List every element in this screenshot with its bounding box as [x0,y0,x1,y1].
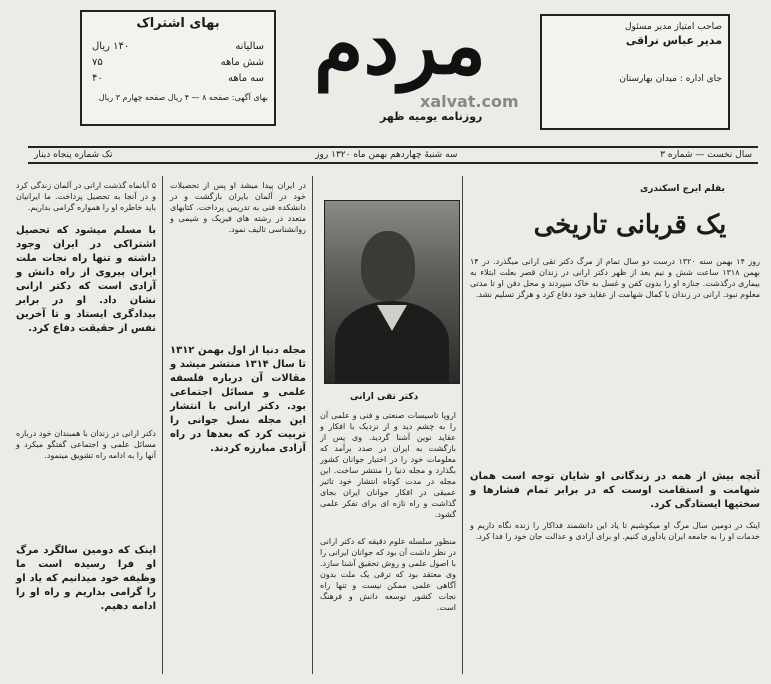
article-bold-text: اینک که دومین سالگرد مرگ او فرا رسیده است ما وظیفه خود میدانیم که یاد او را گرامی بداریم و راه او را ادامه دهیم. [16,545,156,612]
issue-number: سال نخست — شماره ۳ [660,150,752,160]
issue-date: سه شنبهٔ چهاردهم بهمن ماه ۱۳۲۰ روز [315,150,458,160]
article-bold-text: با مسلم میشود که تحصیل اشتراکی در ایران وجود داشته و تنها راه نجات ملت ایران پیروی از راه دانش و آزادی است که دکتر ارانی نشان داد. او در برابر بیدادگری ایستاد و تا آخرین نفس از حقیقت دفاع کرد. [16,225,156,334]
watermark: xalvat.com [420,92,519,111]
article-text: در ایران پیدا میشد او پس از تحصیلات خود در آلمان بایران بازگشت و در دانشکده فنی به تدریس پرداخت. کتابهای متعدد در رشته های فیزیک و شیمی و روانشناسی تالیف نمود. [170,181,306,234]
portrait-photo [324,200,460,384]
subscription-row [88,71,268,87]
subscription-row-value: ۷۵ [92,57,103,68]
portrait-face [361,231,415,301]
issue-price: تک شماره پنجاه دینار [34,150,113,160]
ownership-box [540,14,730,130]
article-text: روز ۱۴ بهمن سنه ۱۳۲۰ درست دو سال تمام از مرگ دکتر تقی ارانی میگذرد. در ۱۴ بهمن ۱۳۱۸ ساعت شش و نیم بعد از ظهر دکتر ارانی در زندان قصر بعلت ابتلاء به بیماری درگذشت. جنازه او را بدون کفن و غسل به خاک سپردند و محل دفن او تا مدتی معلوم نبود. ارانی در زندان با کمال شهامت از عقاید خود دفاع کرد و هرگز تسلیم نشد. [470,257,760,299]
subscription-row [88,55,268,71]
subscription-title: بهای اشتراک [136,16,220,31]
article-text: اروپا تاسیسات صنعتی و فنی و علمی آن را به چشم دید و از نزدیک با افکار و عقاید نوین آشنا گردید. وی پس از بازگشت به ایران در صدد برآمد که معلومات خود را در اختیار جوانان کشور بگذارد و مجله دنیا را منتشر ساخت. این مجله در مدت کوتاه انتشار خود تاثیر عمیقی در افکار جوانان ایران بجای گذاشت و راه تازه ای برای تفکر علمی گشود. [320,411,456,519]
article-text: دکتر ارانی در زندان با همبندان خود درباره مسائل علمی و اجتماعی گفتگو میکرد و آنها را به ادامه راه تشویق مینمود. [16,429,156,460]
subscription-row-value: ۱۴۰ ریال [92,41,130,52]
photo-caption: دکتر تقی ارانی [350,392,419,402]
column-divider [162,176,163,674]
article-text: منظور سلسله علوم دقیقه که دکتر ارانی در نظر داشت آن بود که جوانان ایرانی را با اصول علمی و روش تحقیق آشنا سازد. وی معتقد بود که ترقی یک ملت بدون آگاهی علمی ممکن نیست و تنها راه نجات کشور توسعه دانش و فرهنگ است. [320,537,456,612]
subscription-row-label: شش ماهه [220,57,264,68]
ad-price: بهای آگهی: صفحه ۸ — ۴ ریال صفحه چهارم ۳ ریال [98,93,268,102]
ownership-line: جای اداره : میدان بهارستان [619,74,722,84]
masthead-tagline: روزنامه یومیه ظهر [380,110,483,123]
subscription-row-value: ۴۰ [92,73,103,84]
ownership-line: مدیر عباس نراقی [625,34,722,47]
article-text: ۵ آبانماه گذشت ارانی در آلمان زندگی کرد و در آنجا به تحصیل پرداخت. ما ایرانیان باید خاطره او را همواره گرامی بداریم. [16,181,156,212]
subscription-box [80,10,276,126]
subscription-row [88,39,268,55]
dateline [28,146,758,164]
column-divider [312,176,313,674]
subscription-row-label: سه ماهه [228,73,264,84]
ownership-line: صاحب امتیاز مدیر مسئول [625,22,722,32]
article-text: اینک در دومین سال مرگ او میکوشیم تا یاد این دانشمند فداکار را زنده نگاه داریم و خدمات او را به جامعه ایران یادآوری کنیم. او برای آزادی و عدالت جان خود را فدا کرد. [470,521,760,541]
masthead-title: مردم [313,0,487,92]
column-divider [462,176,463,674]
subscription-row-label: سالیانه [235,41,264,52]
article-bold-text: آنچه بیش از همه در زندگانی او شایان توجه است همان شهامت و استقامت اوست که در برابر تمام فشارها و سختیها ایستادگی کرد. [470,471,760,510]
article-headline: یک قربانی تاریخی [533,210,727,240]
article-bold-text: مجله دنیا از اول بهمن ۱۳۱۲ تا سال ۱۳۱۴ منتشر میشد و مقالات آن درباره فلسفه علمی و مسائل اجتماعی بود. دکتر ارانی با انتشار این مجله نسل جوانی را تربیت کرد که بعدها در راه آزادی مبارزه کردند. [170,345,306,454]
article-author: بقلم ایرج اسکندری [640,184,725,194]
